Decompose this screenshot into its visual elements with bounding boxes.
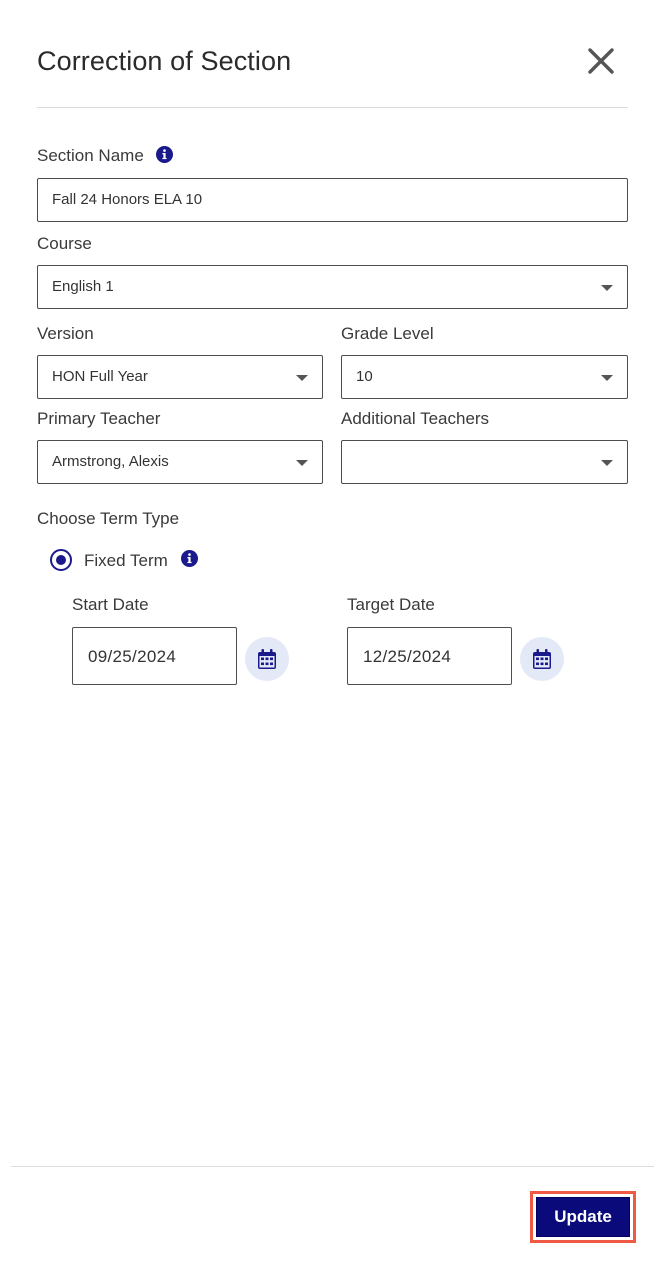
version-select-value: HON Full Year [52, 368, 148, 385]
course-select[interactable] [37, 265, 628, 309]
target-date-calendar-button[interactable] [520, 637, 564, 681]
close-button[interactable] [588, 46, 614, 76]
close-icon [588, 46, 614, 76]
additional-teachers-select[interactable] [341, 440, 628, 484]
fixed-term-radio[interactable] [50, 549, 72, 571]
header-divider [37, 107, 628, 108]
target-date-label: Target Date [347, 595, 435, 614]
info-icon[interactable] [181, 550, 198, 567]
course-label: Course [37, 234, 92, 253]
primary-teacher-label: Primary Teacher [37, 409, 161, 428]
chevron-down-icon [601, 375, 613, 381]
primary-teacher-select-value: Armstrong, Alexis [52, 453, 169, 470]
info-icon[interactable] [156, 146, 173, 163]
footer-divider [11, 1166, 654, 1167]
chevron-down-icon [601, 460, 613, 466]
grade-level-label: Grade Level [341, 324, 434, 343]
grade-level-select[interactable] [341, 355, 628, 399]
target-date-input[interactable]: 12/25/2024 [347, 627, 512, 685]
fixed-term-label: Fixed Term [84, 551, 168, 570]
chevron-down-icon [601, 285, 613, 291]
course-select-value: English 1 [52, 278, 114, 295]
dialog-header [37, 40, 628, 84]
fixed-term-label-row [84, 550, 198, 571]
term-type-label: Choose Term Type [37, 509, 180, 528]
grade-level-select-value: 10 [356, 368, 373, 385]
dialog-title: Correction of Section [37, 46, 292, 76]
start-date-input[interactable]: 09/25/2024 [72, 627, 237, 685]
chevron-down-icon [296, 375, 308, 381]
version-label: Version [37, 324, 94, 343]
radio-selected-dot [56, 555, 66, 565]
primary-teacher-select[interactable] [37, 440, 323, 484]
additional-teachers-label: Additional Teachers [341, 409, 490, 428]
section-name-label: Section Name [37, 146, 144, 165]
calendar-icon [533, 649, 551, 669]
version-select[interactable] [37, 355, 323, 399]
section-name-input[interactable]: Fall 24 Honors ELA 10 [37, 178, 628, 222]
calendar-icon [258, 649, 276, 669]
update-button[interactable]: Update [536, 1197, 630, 1237]
start-date-label: Start Date [72, 595, 149, 614]
chevron-down-icon [296, 460, 308, 466]
start-date-calendar-button[interactable] [245, 637, 289, 681]
section-name-label-row [37, 146, 173, 166]
